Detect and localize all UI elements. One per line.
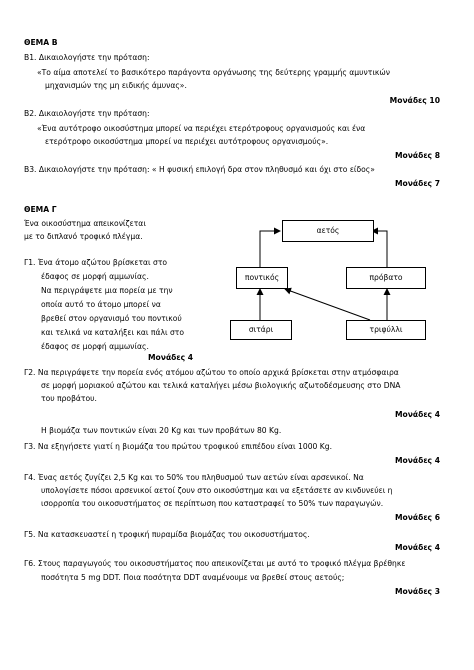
c6-text-line: Γ6. Στους παραγωγούς του οικοσυστήματος που απεικονίζεται με αυτό το τροφικό πλέγμα βρέθηκε <box>24 559 406 568</box>
b2-text-line: «Ένα αυτότροφο οικοσύστημα μπορεί να περιέχει ετερότροφους οργανισμούς και ένα <box>37 124 366 133</box>
c4-marks: Μονάδες 6 <box>394 513 440 522</box>
food-web-node-eagle: αετός <box>282 220 374 242</box>
theme-b-title: ΘΕΜΑ Β <box>24 38 58 47</box>
c4-text-line: ισορροπία του οικοσυστήματος σε περίπτωση που καταστραφεί το 50% των παραγωγών. <box>41 499 384 508</box>
c1-text-line: έδαφος σε μορφή αμμωνίας. <box>41 342 149 351</box>
b1-text-line: «Το αίμα αποτελεί το βασικότερο παράγοντα οργάνωσης της δεύτερης γραμμής αμυντικών <box>37 68 390 77</box>
b1-label: Β1. Δικαιολογήστε την πρόταση: <box>24 53 150 62</box>
theme-c-title: ΘΕΜΑ Γ <box>24 205 57 214</box>
c1-marks: Μονάδες 4 <box>148 353 194 362</box>
c6-text-line: ποσότητα 5 mg DDT. Ποια ποσότητα DDT αναμένουμε να βρεθεί στους αετούς; <box>41 573 345 582</box>
b2-text-line: ετερότροφο οικοσύστημα μπορεί να περιέχει αυτότροφους οργανισμούς». <box>45 137 329 146</box>
food-web-node-clover: τριφύλλι <box>346 320 426 340</box>
c3-text: Γ3. Να εξηγήσετε γιατί η βιομάζα του πρώτου τροφικού επιπέδου είναι 1000 Kg. <box>24 442 332 451</box>
c1-text-line: βρεθεί στον οργανισμό του ποντικού <box>41 314 182 323</box>
b1-text-line: μηχανισμών της μη ειδικής άμυνας». <box>45 81 187 90</box>
c1-text-line: οποία αυτό το άτομο μπορεί να <box>41 300 161 309</box>
b2-label: Β2. Δικαιολογήστε την πρόταση: <box>24 109 150 118</box>
c3-marks: Μονάδες 4 <box>394 456 440 465</box>
c5-marks: Μονάδες 4 <box>394 543 440 552</box>
c2-text-line: Γ2. Να περιγράψετε την πορεία ενός ατόμου αζώτου το οποίο αρχικά βρίσκεται στην ατμόσφαιρα <box>24 368 399 377</box>
food-web-node-wheat: σιτάρι <box>230 320 292 340</box>
c1-text-line: έδαφος σε μορφή αμμωνίας. <box>41 272 149 281</box>
c6-marks: Μονάδες 3 <box>394 587 440 596</box>
b2-marks: Μονάδες 8 <box>394 151 440 160</box>
c2-text-line: του προβάτου. <box>41 394 97 403</box>
food-web-node-mouse: ποντικός <box>236 267 288 289</box>
c1-text-line: Να περιγράψετε μια πορεία με την <box>41 286 173 295</box>
arrow-clover-to-mouse <box>285 289 370 320</box>
c1-text-line: και τελικά να καταλήξει και πάλι στο <box>41 328 184 337</box>
b1-marks: Μονάδες 10 <box>389 96 440 105</box>
biomass-note: Η βιομάζα των ποντικών είναι 20 Kg και των προβάτων 80 Kg. <box>41 426 282 435</box>
c4-text-line: Γ4. Ένας αετός ζυγίζει 2,5 Kg και το 50% του πληθυσμού των αετών είναι αρσενικοί. Να <box>24 473 364 482</box>
theme-c-intro-line: με το διπλανό τροφικό πλέγμα. <box>24 232 143 241</box>
arrow-mouse-to-eagle <box>260 231 280 267</box>
theme-c-intro-line: Ένα οικοσύστημα απεικονίζεται <box>24 219 146 228</box>
c2-text-line: σε μορφή μοριακού αζώτου και τελικά καταλήγει μέσω βιολογικής αζωτοδέσμευσης στο DNA <box>41 381 401 390</box>
c1-text-line: Γ1. Ένα άτομο αζώτου βρίσκεται στο <box>24 258 168 267</box>
c2-marks: Μονάδες 4 <box>394 410 440 419</box>
b3-text: Β3. Δικαιολογήστε την πρόταση: « Η φυσική επιλογή δρα στον πληθυσμό και όχι στο είδος» <box>24 165 375 174</box>
food-web-node-sheep: πρόβατο <box>346 267 426 289</box>
c5-text: Γ5. Να κατασκευαστεί η τροφική πυραμίδα βιομάζας του οικοσυστήματος. <box>24 530 310 539</box>
c4-text-line: υπολογίσετε πόσοι αρσενικοί αετοί ζουν στο οικοσύστημα και να εξετάσετε αν κινδυνεύει η <box>41 486 393 495</box>
arrow-sheep-to-eagle <box>372 231 387 267</box>
b3-marks: Μονάδες 7 <box>394 179 440 188</box>
